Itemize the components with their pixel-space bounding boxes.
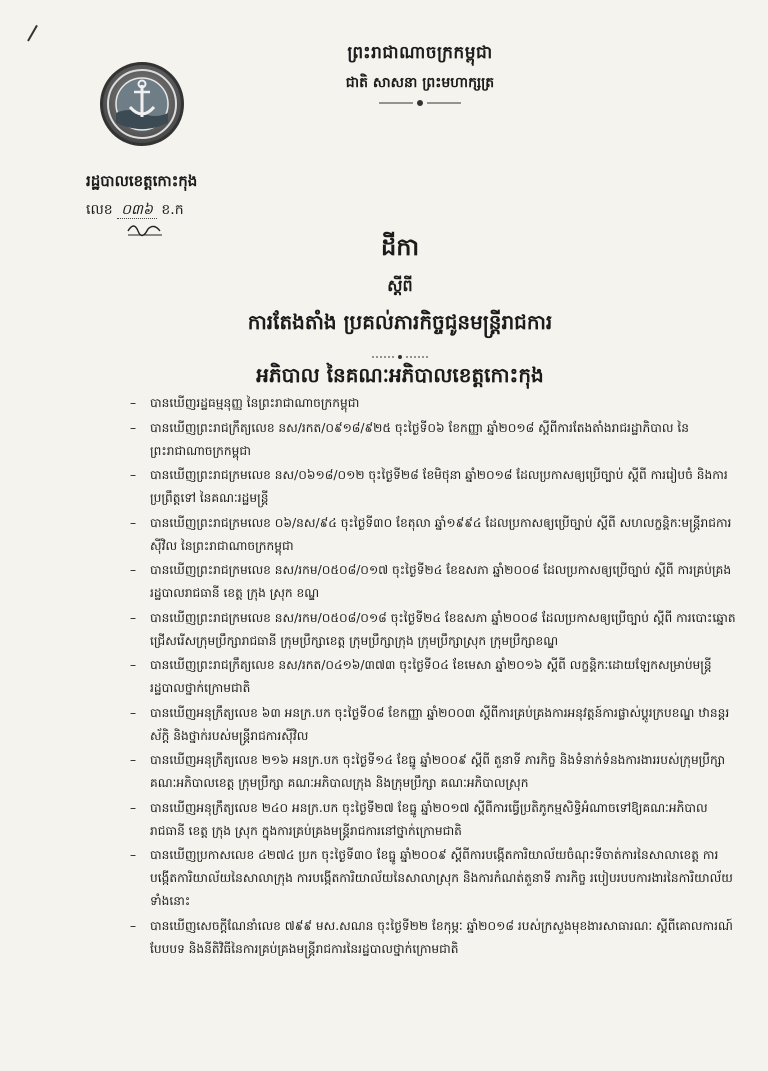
list-item: – បានឃើញអនុក្រឹត្យលេខ ២១៦ អនក្រ.បក ចុះថ្ងៃទី១៤ ខែធ្នូ ឆ្នាំ២០០៩ ស្ដីពី តួនាទី ភារកិច្ច និងទំនាក់ទំនងការងាររបស់ក្រុមប្រឹក្សា គណៈអភិបាលខេត្ត ក្រុមប្រឹក្សា គណៈអភិបាលក្រុង និងក្រុមប្រឹក្សា គណៈអភិបាលស្រុក — [128, 749, 738, 795]
list-item: – បានឃើញព្រះរាជក្រឹត្យលេខ នស/រកត/០៤១៦/៣៧៣ ចុះថ្ងៃទី០៤ ខែមេសា ឆ្នាំ២០១៦ ស្ដីពី លក្ខន្តិកៈដោយឡែកសម្រាប់មន្ត្រីរដ្ឋបាលថ្នាក់ក្រោមជាតិ — [128, 654, 738, 700]
list-item: – បានឃើញសេចក្ដីណែនាំលេខ ៧៩៩ មស.សណន ចុះថ្ងៃទី២២ ខែកុម្ភៈ ឆ្នាំ២០១៨ របស់ក្រសួងមុខងារសាធារណៈ ស្ដីពីគោលការណ៍ បែបបទ និងនីតិវិធីនៃការគ្រប់គ្រងមន្ត្រីរាជការនៃរដ្ឋបាលថ្នាក់ក្រោមជាតិ — [128, 915, 738, 961]
list-item: – បានឃើញរដ្ឋធម្មនុញ្ញ នៃព្រះរាជាណាចក្រកម្ពុជា — [128, 392, 738, 415]
list-item: – បានឃើញអនុក្រឹត្យលេខ ២៤០ អនក្រ.បក ចុះថ្ងៃទី២៧ ខែធ្នូ ឆ្នាំ២០១៧ ស្ដីពីការធ្វើប្រតិភូកម្មសិទ្ធិអំណាចទៅឱ្យគណៈអភិបាលរាជធានី ខេត្ត ក្រុង ស្រុក ក្នុងការគ្រប់គ្រងមន្ត្រីរាជការនៅថ្នាក់ក្រោមជាតិ — [128, 797, 738, 843]
list-item: – បានឃើញព្រះរាជក្រមលេខ នស/០៦១៨/០១២ ចុះថ្ងៃទី២៨ ខែមិថុនា ឆ្នាំ២០១៨ ដែលប្រកាសឲ្យប្រើច្បាប់ ស្ដីពី ការរៀបចំ និងការប្រព្រឹត្តទៅ នៃគណៈរដ្ឋមន្ត្រី — [128, 464, 738, 510]
provincial-seal-icon — [100, 62, 184, 146]
list-item: – បានឃើញព្រះរាជក្រមលេខ ០៦/នស/៩៤ ចុះថ្ងៃទី៣០ ខែតុលា ឆ្នាំ១៩៩៤ ដែលប្រកាសឲ្យប្រើច្បាប់ ស្ដីពី សហលក្ខន្តិកៈមន្ត្រីរាជការស៊ីវិល នៃព្រះរាជាណាចក្រកម្ពុជា — [128, 512, 738, 558]
document-number — [86, 200, 197, 221]
issuing-authority: អភិបាល នៃគណៈអភិបាលខេត្តកោះកុង — [256, 363, 544, 387]
title-divider-icon — [370, 353, 430, 361]
list-item: – បានឃើញប្រកាសលេខ ៤២៧៤ ប្រក ចុះថ្ងៃទី៣០ ខែធ្នូ ឆ្នាំ២០០៩ ស្ដីពីការបង្កើតការិយាល័យចំណុះទីចាត់ការនៃសាលាខេត្ត ការបង្កើតការិយាល័យនៃសាលាក្រុង ការបង្កើតការិយាល័យនៃសាលាស្រុក និងការកំណត់តួនាទី ភារកិច្ច របៀបរបបការងារនៃការិយាល័យទាំងនោះ — [128, 844, 738, 913]
list-item: – បានឃើញព្រះរាជក្រមលេខ នស/រកម/០៥០៨/០១៨ ចុះថ្ងៃទី២៤ ខែឧសភា ឆ្នាំ២០០៨ ដែលប្រកាសឲ្យប្រើច្បាប់ ស្ដីពី ការបោះឆ្នោតជ្រើសរើសក្រុមប្រឹក្សារាជធានី ក្រុមប្រឹក្សាខេត្ត ក្រុមប្រឹក្សាក្រុង ក្រុមប្រឹក្សាស្រុក ក្រុមប្រឹក្សាខណ្ឌ — [128, 607, 738, 653]
list-item: – បានឃើញព្រះរាជក្រមលេខ នស/រកម/០៥០៨/០១៧ ចុះថ្ងៃទី២៤ ខែឧសភា ឆ្នាំ២០០៨ ដែលប្រកាសឲ្យប្រើច្បាប់ ស្ដីពី ការគ្រប់គ្រងរដ្ឋបាលរាជធានី ខេត្ត ក្រុង ស្រុក ខណ្ឌ — [128, 559, 738, 605]
kingdom-header — [300, 42, 540, 108]
document-subject: ការតែងតាំង ប្រគល់ភារកិច្ចជូនមន្ត្រីរាជការ — [247, 310, 553, 334]
ornament-divider-icon — [375, 98, 465, 108]
considerations-list — [128, 392, 738, 962]
kingdom-title: ព្រះរាជាណាចក្រកម្ពុជា — [347, 43, 493, 63]
list-item: – បានឃើញអនុក្រឹត្យលេខ ៦៣ អនក្រ.បក ចុះថ្ងៃទី០៨ ខែកញ្ញា ឆ្នាំ២០០៣ ស្ដីពីការគ្រប់គ្រងការអនុវត្តន៍ការផ្លាស់ប្ដូរក្របខណ្ឌ ឋានន្តរស័ក្តិ និងថ្នាក់របស់មន្ត្រីរាជការស៊ីវិល — [128, 702, 738, 748]
document-type: ដីកា — [380, 232, 420, 261]
national-motto: ជាតិ សាសនា ព្រះមហាក្សត្រ — [345, 75, 495, 91]
issuer-block — [86, 172, 197, 241]
document-about: ស្ដីពី — [387, 276, 413, 295]
pen-stroke-mark — [27, 25, 38, 42]
number-label: លេខ — [86, 202, 113, 218]
number-value: ០៣៦ — [117, 202, 157, 219]
issuing-office: រដ្ឋបាលខេត្តកោះកុង — [86, 172, 198, 190]
list-item: – បានឃើញព្រះរាជក្រឹត្យលេខ នស/រកត/០៩១៨/៩២៥ ចុះថ្ងៃទី០៦ ខែកញ្ញា ឆ្នាំ២០១៨ ស្ដីពីការតែងតាំងរាជរដ្ឋាភិបាល នៃព្រះរាជាណាចក្រកម្ពុជា — [128, 417, 738, 463]
title-block — [150, 232, 650, 361]
number-suffix: ខ.ក — [161, 202, 184, 218]
